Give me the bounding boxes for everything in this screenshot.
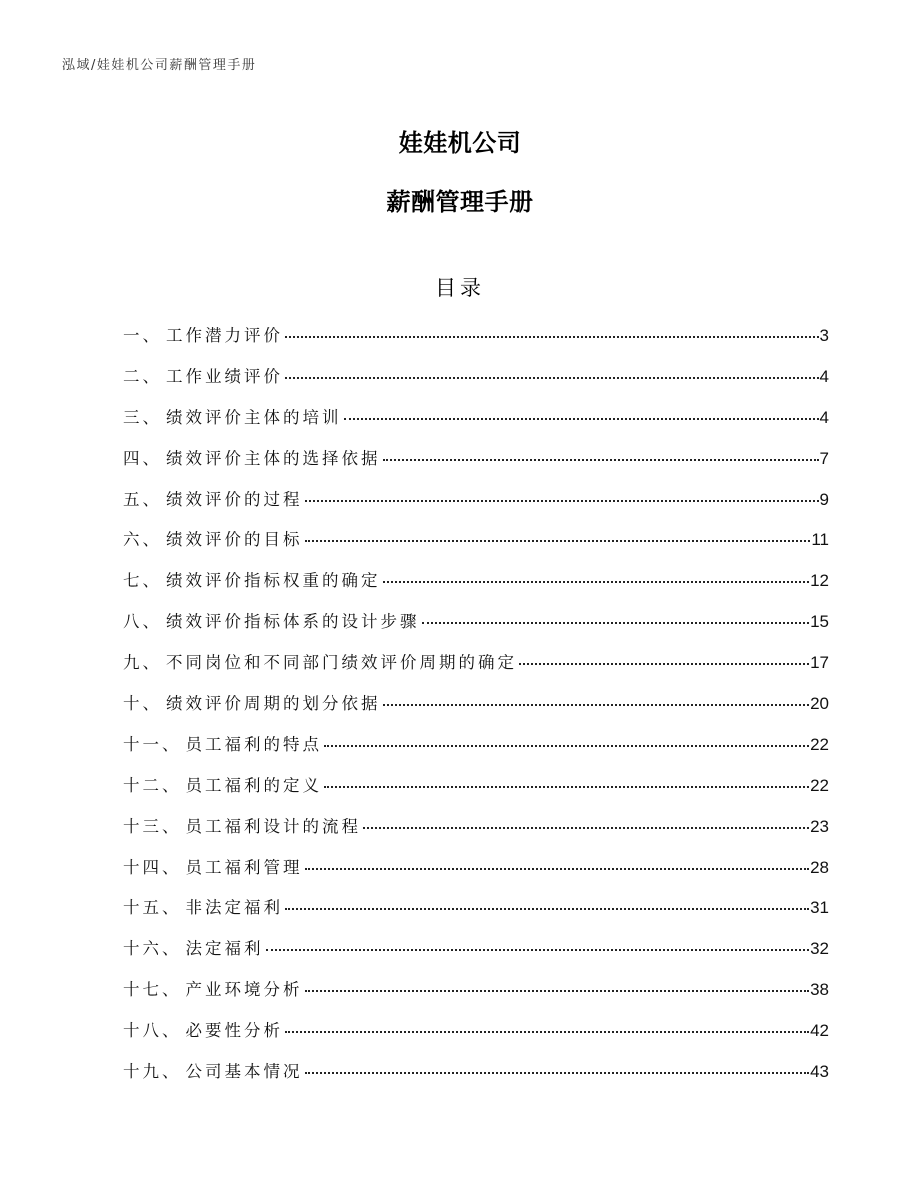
toc-entry-page: 4 [819,366,829,386]
toc-entry-page: 31 [810,898,829,918]
toc-entry[interactable] [123,854,829,895]
toc-entry[interactable] [123,608,829,649]
toc-entry-title: 员工福利的特点 [185,734,322,754]
toc-entry-title: 产业环境分析 [185,980,303,1000]
toc-entry-title: 绩效评价周期的划分依据 [166,694,381,714]
toc-entry[interactable] [123,363,829,404]
toc-entry[interactable] [123,567,829,608]
toc-entry[interactable] [123,649,829,690]
dot-leader [285,908,809,910]
document-title-manual: 薪酬管理手册 [386,188,534,216]
dot-leader [305,500,819,502]
toc-entry[interactable] [123,322,829,363]
toc-entry[interactable] [123,813,829,854]
toc-entry-title: 绩效评价指标体系的设计步骤 [166,612,420,632]
toc-entry-title: 绩效评价的过程 [166,489,303,509]
toc-entry[interactable] [123,445,829,486]
toc-entry-title: 法定福利 [185,939,264,959]
table-of-contents [123,322,829,1099]
toc-entry-page: 15 [810,612,829,632]
toc-entry-number: 三、 [123,407,162,427]
toc-entry-number: 十一、 [123,734,182,754]
toc-entry-title: 工作业绩评价 [166,366,283,386]
toc-entry-title: 员工福利管理 [185,857,303,877]
toc-entry-number: 十八、 [123,1021,182,1041]
toc-entry-page: 38 [810,980,829,1000]
toc-entry-number: 八、 [123,612,162,632]
toc-entry-page: 12 [810,571,829,591]
running-header: 泓域/娃娃机公司薪酬管理手册 [62,58,257,73]
toc-entry-title: 绩效评价主体的选择依据 [166,448,381,468]
toc-entry-number: 一、 [123,326,162,345]
toc-entry-number: 十七、 [123,980,182,1000]
dot-leader [383,581,810,583]
dot-leader [305,990,810,992]
toc-entry-title: 员工福利的定义 [185,775,322,795]
toc-entry-title: 必要性分析 [185,1021,283,1041]
toc-entry-number: 十三、 [123,816,182,836]
dot-leader [363,827,809,829]
toc-entry-page: 9 [819,489,829,509]
dot-leader [324,745,809,747]
toc-entry-number: 十二、 [123,775,182,795]
toc-entry-page: 42 [810,1021,829,1041]
toc-entry-page: 43 [810,1062,829,1082]
toc-entry-title: 不同岗位和不同部门绩效评价周期的确定 [166,653,517,673]
dot-leader [422,622,810,624]
toc-entry-number: 十、 [123,694,162,714]
toc-entry-number: 十九、 [123,1062,182,1082]
dot-leader [305,540,811,542]
dot-leader [383,459,819,461]
toc-entry-page: 3 [819,326,829,345]
toc-entry[interactable] [123,486,829,527]
toc-entry-page: 7 [819,448,829,468]
toc-entry-number: 十五、 [123,898,182,918]
toc-entry-page: 23 [810,816,829,836]
toc-entry-number: 七、 [123,571,162,591]
dot-leader [344,418,819,420]
dot-leader [285,1031,809,1033]
toc-entry-title: 绩效评价的目标 [166,530,303,550]
toc-entry-page: 11 [811,530,829,550]
toc-entry[interactable] [123,404,829,445]
dot-leader [266,949,810,951]
toc-entry-title: 绩效评价主体的培训 [166,407,342,427]
toc-entry[interactable] [123,1058,829,1099]
dot-leader [285,336,819,338]
toc-entry-page: 28 [810,857,829,877]
toc-entry-number: 十六、 [123,939,182,959]
document-title-company: 娃娃机公司 [398,129,522,157]
toc-heading: 目录 [435,276,485,300]
dot-leader [324,786,809,788]
toc-entry[interactable] [123,1017,829,1058]
toc-entry[interactable] [123,894,829,935]
dot-leader [519,663,809,665]
toc-entry[interactable] [123,976,829,1017]
toc-entry-number: 九、 [123,653,162,673]
toc-entry-number: 五、 [123,489,162,509]
dot-leader [305,868,810,870]
dot-leader [383,704,810,706]
toc-entry-number: 六、 [123,530,162,550]
toc-entry-title: 绩效评价指标权重的确定 [166,571,381,591]
toc-entry-page: 22 [810,734,829,754]
toc-entry[interactable] [123,731,829,772]
toc-entry-page: 20 [810,694,829,714]
toc-entry-title: 工作潜力评价 [166,326,283,345]
toc-entry-title: 非法定福利 [185,898,283,918]
toc-entry-number: 十四、 [123,857,182,877]
dot-leader [285,377,819,379]
toc-entry[interactable] [123,690,829,731]
toc-entry-page: 4 [819,407,829,427]
toc-entry-number: 二、 [123,366,162,386]
toc-entry-title: 员工福利设计的流程 [185,816,361,836]
toc-entry-page: 32 [810,939,829,959]
toc-entry-page: 22 [810,775,829,795]
toc-entry-page: 17 [810,653,829,673]
toc-entry[interactable] [123,935,829,976]
toc-entry-number: 四、 [123,448,162,468]
dot-leader [305,1072,810,1074]
toc-entry-title: 公司基本情况 [185,1062,303,1082]
toc-entry[interactable] [123,772,829,813]
toc-entry[interactable] [123,526,829,567]
